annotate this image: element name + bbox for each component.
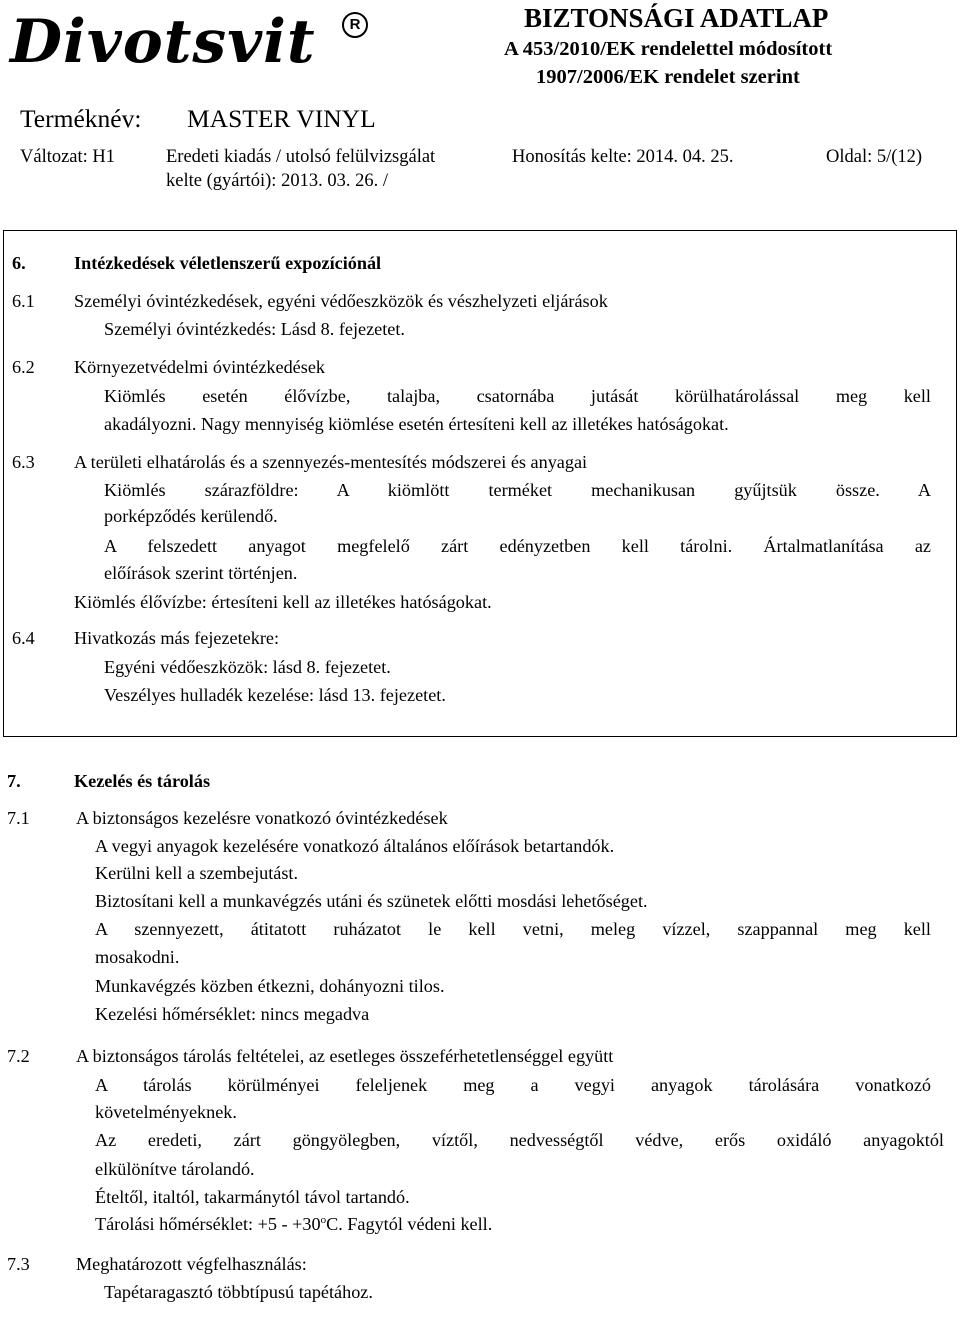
company-logo: Divotsvit — [10, 7, 316, 77]
s62-line-1: Kiömlés esetén élővízbe, talajba, csatornába jutását körülhatárolással meg kell — [104, 386, 931, 406]
s64-title: Hivatkozás más fejezetekre: — [74, 628, 280, 648]
s71-line-1: A vegyi anyagok kezelésére vonatkozó általános előírások betartandók. — [95, 836, 615, 856]
page-number: Oldal: 5/(12) — [826, 147, 923, 167]
s72-line-3: Az eredeti, zárt göngyölegben, víztől, nedvességtől védve, erős oxidáló anyagoktól — [95, 1130, 944, 1150]
s72-line-1: A tárolás körülményei feleljenek meg a vegyi anyagok tárolására vonatkozó — [95, 1075, 931, 1095]
s63-line-5: Kiömlés élővízbe: értesíteni kell az illetékes hatóságokat. — [74, 592, 492, 612]
s72-line-2: követelményeknek. — [95, 1102, 237, 1122]
s71-title: A biztonságos kezelésre vonatkozó óvintézkedések — [76, 808, 448, 828]
section-6-number: 6. — [12, 253, 26, 273]
s71-line-4: A szennyezett, átitatott ruházatot le kell vetni, meleg vízzel, szappannal meg kell — [95, 919, 931, 939]
edition-info-1: Eredeti kiadás / utolsó felülvizsgálat — [166, 147, 436, 167]
s71-line-7: Kezelési hőmérséklet: nincs megadva — [95, 1004, 370, 1024]
s64-number: 6.4 — [12, 628, 35, 648]
document-title: BIZTONSÁGI ADATLAP — [524, 3, 829, 33]
s71-line-3: Biztosítani kell a munkavégzés utáni és szünetek előtti mosdási lehetőséget. — [95, 891, 648, 911]
product-name: MASTER VINYL — [187, 104, 376, 133]
s71-line-2: Kerülni kell a szembejutást. — [95, 863, 299, 883]
s62-title: Környezetvédelmi óvintézkedések — [74, 357, 325, 377]
section-6-title: Intézkedések véletlenszerű expozíciónál — [74, 253, 382, 273]
s72-number: 7.2 — [7, 1046, 30, 1066]
registered-mark: R — [342, 12, 368, 38]
s72-line-5: Ételtől, italtól, takarmánytól távol tartandó. — [95, 1187, 410, 1207]
product-label: Terméknév: — [20, 104, 142, 133]
version-info: Változat: H1 — [20, 147, 116, 167]
s61-number: 6.1 — [12, 291, 35, 311]
s63-number: 6.3 — [12, 452, 35, 472]
s61-title: Személyi óvintézkedések, egyéni védőeszközök és vészhelyzeti eljárások — [74, 291, 608, 311]
s62-line-2: akadályozni. Nagy mennyiség kiömlése esetén értesíteni kell az illetékes hatóságokat. — [104, 414, 729, 434]
s62-number: 6.2 — [12, 357, 35, 377]
s71-line-5: mosakodni. — [95, 947, 180, 967]
edition-info-2: kelte (gyártói): 2013. 03. 26. / — [166, 171, 388, 191]
s72-line-4: elkülönítve tárolandó. — [95, 1159, 255, 1179]
s72-title: A biztonságos tárolás feltételei, az esetleges összeférhetetlenséggel együtt — [76, 1046, 614, 1066]
s71-line-6: Munkavégzés közben étkezni, dohányozni tilos. — [95, 976, 445, 996]
s61-line-1: Személyi óvintézkedés: Lásd 8. fejezetet. — [104, 319, 405, 339]
s64-line-1: Egyéni védőeszközök: lásd 8. fejezetet. — [104, 657, 391, 677]
s73-title: Meghatározott végfelhasználás: — [76, 1254, 307, 1274]
s63-title: A területi elhatárolás és a szennyezés-mentesítés módszerei és anyagai — [74, 452, 588, 472]
s72-line-6-b: C. Fagytól védeni kell. — [326, 1214, 493, 1234]
approval-date: Honosítás kelte: 2014. 04. 25. — [512, 147, 734, 167]
s72-line-6-a: Tárolási hőmérséklet: +5 - +30 — [95, 1214, 321, 1234]
s63-line-4: előírások szerint történjen. — [104, 563, 298, 583]
document-subtitle-2: 1907/2006/EK rendelet szerint — [536, 66, 800, 88]
s73-number: 7.3 — [7, 1254, 30, 1274]
s71-number: 7.1 — [7, 808, 30, 828]
s63-line-3: A felszedett anyagot megfelelő zárt edényzetben kell tárolni. Ártalmatlanítása az — [104, 536, 931, 556]
s64-line-2: Veszélyes hulladék kezelése: lásd 13. fejezetet. — [104, 685, 446, 705]
section-7-number: 7. — [7, 771, 21, 791]
s63-line-1: Kiömlés szárazföldre: A kiömlött terméket mechanikusan gyűjtsük össze. A — [104, 480, 931, 500]
degree-sign: o — [320, 1213, 327, 1226]
section-7-title: Kezelés és tárolás — [74, 771, 211, 791]
s63-line-2: porképződés kerülendő. — [104, 506, 278, 526]
s72-line-6 — [95, 1213, 492, 1235]
document-subtitle-1: A 453/2010/EK rendelettel módosított — [504, 38, 833, 60]
s73-line-1: Tapétaragasztó többtípusú tapétához. — [104, 1282, 373, 1302]
